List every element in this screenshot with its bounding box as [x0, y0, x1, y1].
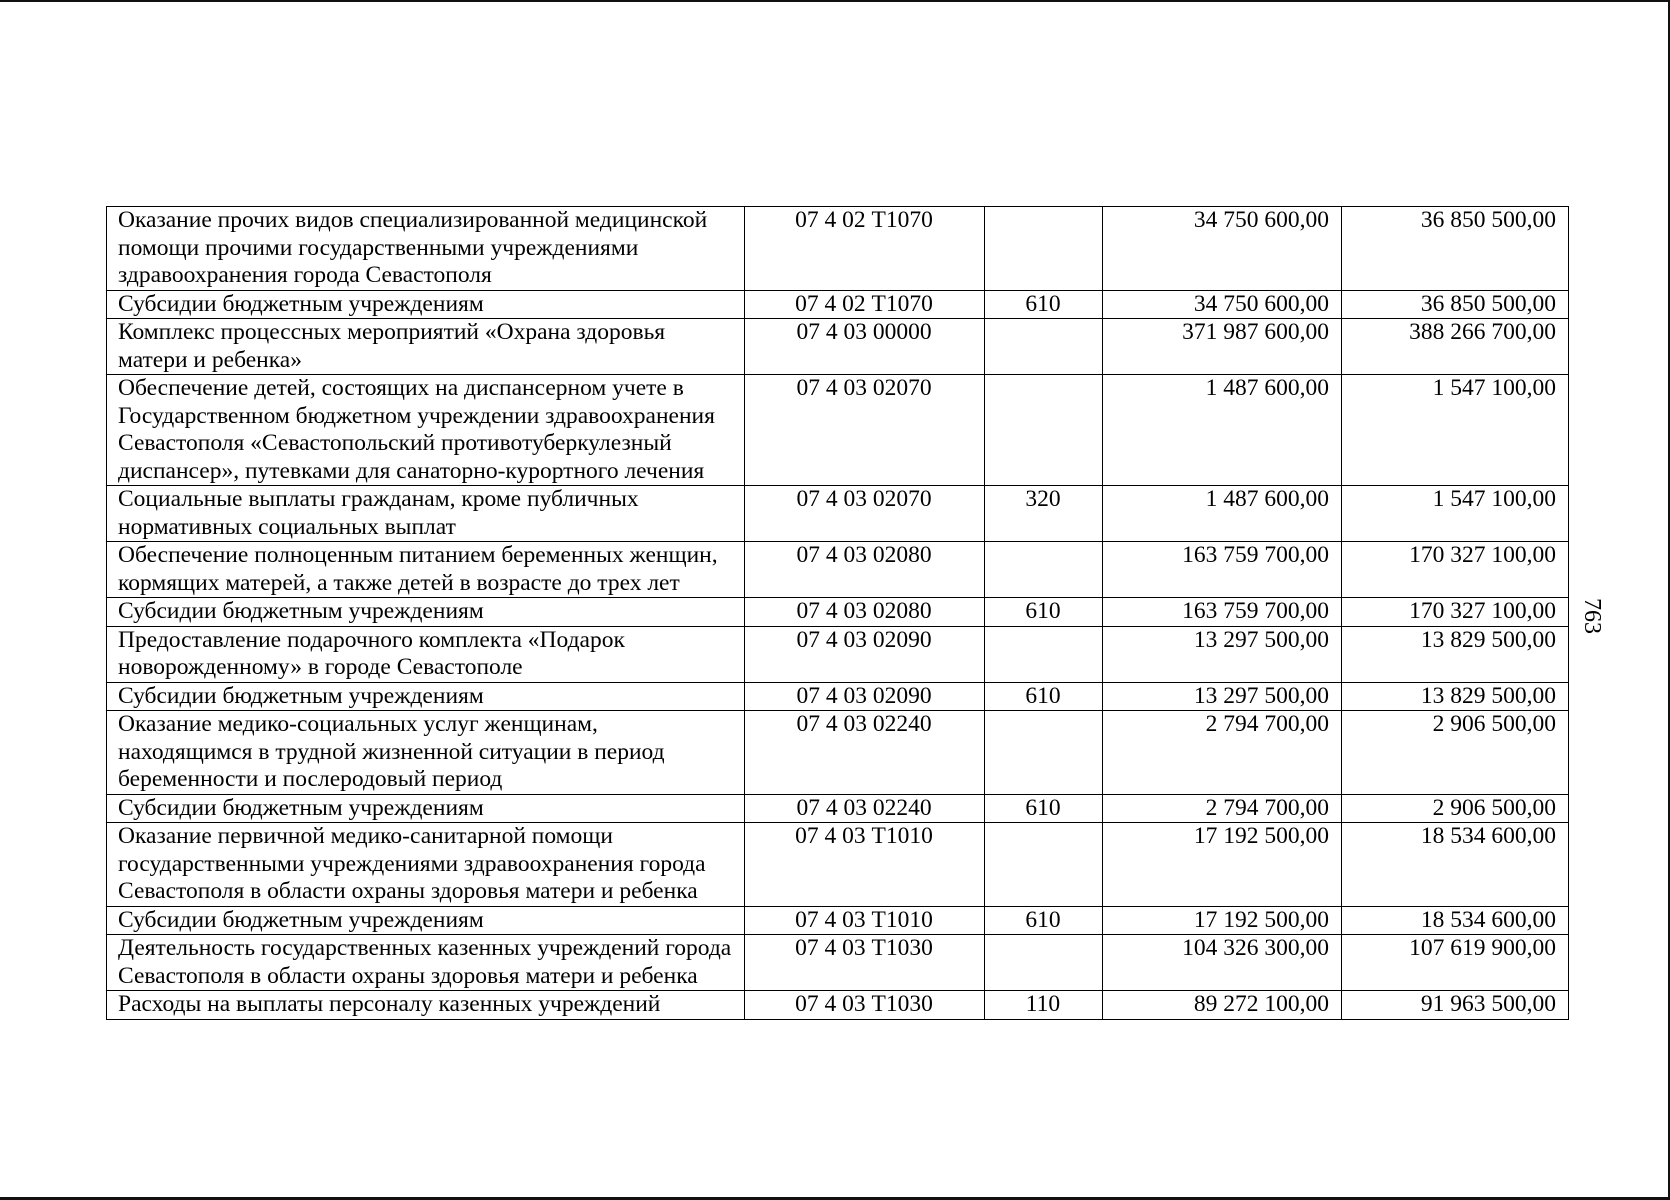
budget-table — [106, 206, 1569, 1020]
expense-name: Расходы на выплаты персоналу казенных учреждений — [107, 991, 745, 1020]
expense-kind-code — [985, 823, 1103, 907]
expense-kind-code: 610 — [985, 906, 1103, 935]
amount-year-2: 107 619 900,00 — [1342, 935, 1569, 991]
amount-year-1: 34 750 600,00 — [1103, 207, 1342, 291]
target-article-code: 07 4 02 Т1070 — [745, 207, 985, 291]
amount-year-2: 36 850 500,00 — [1342, 290, 1569, 319]
target-article-code: 07 4 03 02240 — [745, 794, 985, 823]
target-article-code: 07 4 03 02080 — [745, 598, 985, 627]
expense-name: Обеспечение детей, состоящих на диспансерном учете в Государственном бюджетном учреждении здравоохранения Севастополя «Севастопольский противотуберкулезный диспансер», путевками для санаторно-курортного лечения — [107, 375, 745, 486]
target-article-code: 07 4 03 02090 — [745, 682, 985, 711]
amount-year-2: 2 906 500,00 — [1342, 711, 1569, 795]
expense-kind-code — [985, 626, 1103, 682]
budget-table-body — [107, 207, 1569, 1020]
target-article-code: 07 4 03 00000 — [745, 319, 985, 375]
amount-year-1: 1 487 600,00 — [1103, 486, 1342, 542]
table-row — [107, 711, 1569, 795]
amount-year-1: 17 192 500,00 — [1103, 906, 1342, 935]
table-row — [107, 682, 1569, 711]
expense-kind-code: 610 — [985, 794, 1103, 823]
expense-name: Комплекс процессных мероприятий «Охрана здоровья матери и ребенка» — [107, 319, 745, 375]
amount-year-2: 388 266 700,00 — [1342, 319, 1569, 375]
target-article-code: 07 4 03 02240 — [745, 711, 985, 795]
amount-year-2: 13 829 500,00 — [1342, 682, 1569, 711]
table-row — [107, 486, 1569, 542]
expense-kind-code — [985, 319, 1103, 375]
amount-year-2: 2 906 500,00 — [1342, 794, 1569, 823]
table-row — [107, 598, 1569, 627]
table-row — [107, 626, 1569, 682]
expense-kind-code: 610 — [985, 682, 1103, 711]
target-article-code: 07 4 03 02070 — [745, 486, 985, 542]
expense-name: Оказание прочих видов специализированной медицинской помощи прочими государственными учреждениями здравоохранения города Севастополя — [107, 207, 745, 291]
amount-year-1: 34 750 600,00 — [1103, 290, 1342, 319]
expense-name: Предоставление подарочного комплекта «Подарок новорожденному» в городе Севастополе — [107, 626, 745, 682]
expense-kind-code — [985, 542, 1103, 598]
amount-year-2: 13 829 500,00 — [1342, 626, 1569, 682]
target-article-code: 07 4 03 02080 — [745, 542, 985, 598]
expense-name: Субсидии бюджетным учреждениям — [107, 290, 745, 319]
table-row — [107, 290, 1569, 319]
amount-year-1: 371 987 600,00 — [1103, 319, 1342, 375]
table-row — [107, 375, 1569, 486]
expense-kind-code — [985, 711, 1103, 795]
target-article-code: 07 4 03 Т1030 — [745, 935, 985, 991]
expense-name: Субсидии бюджетным учреждениям — [107, 794, 745, 823]
amount-year-1: 17 192 500,00 — [1103, 823, 1342, 907]
expense-kind-code — [985, 375, 1103, 486]
amount-year-2: 18 534 600,00 — [1342, 823, 1569, 907]
table-row — [107, 823, 1569, 907]
amount-year-1: 104 326 300,00 — [1103, 935, 1342, 991]
expense-name: Деятельность государственных казенных учреждений города Севастополя в области охраны здоровья матери и ребенка — [107, 935, 745, 991]
amount-year-2: 170 327 100,00 — [1342, 598, 1569, 627]
table-row — [107, 542, 1569, 598]
table-row — [107, 935, 1569, 991]
amount-year-2: 1 547 100,00 — [1342, 486, 1569, 542]
table-row — [107, 319, 1569, 375]
amount-year-1: 13 297 500,00 — [1103, 682, 1342, 711]
amount-year-2: 1 547 100,00 — [1342, 375, 1569, 486]
amount-year-1: 13 297 500,00 — [1103, 626, 1342, 682]
target-article-code: 07 4 03 Т1010 — [745, 906, 985, 935]
target-article-code: 07 4 03 02090 — [745, 626, 985, 682]
target-article-code: 07 4 02 Т1070 — [745, 290, 985, 319]
page-number: 763 — [1579, 598, 1605, 634]
expense-name: Обеспечение полноценным питанием беременных женщин, кормящих матерей, а также детей в возрасте до трех лет — [107, 542, 745, 598]
expense-kind-code: 110 — [985, 991, 1103, 1020]
expense-name: Оказание первичной медико-санитарной помощи государственными учреждениями здравоохранения города Севастополя в области охраны здоровья матери и ребенка — [107, 823, 745, 907]
expense-name: Субсидии бюджетным учреждениям — [107, 906, 745, 935]
table-row — [107, 906, 1569, 935]
expense-name: Субсидии бюджетным учреждениям — [107, 682, 745, 711]
table-row — [107, 794, 1569, 823]
table-row — [107, 207, 1569, 291]
target-article-code: 07 4 03 02070 — [745, 375, 985, 486]
amount-year-2: 91 963 500,00 — [1342, 991, 1569, 1020]
amount-year-1: 89 272 100,00 — [1103, 991, 1342, 1020]
amount-year-1: 2 794 700,00 — [1103, 794, 1342, 823]
table-row — [107, 991, 1569, 1020]
expense-kind-code — [985, 935, 1103, 991]
amount-year-1: 163 759 700,00 — [1103, 542, 1342, 598]
amount-year-1: 163 759 700,00 — [1103, 598, 1342, 627]
expense-name: Социальные выплаты гражданам, кроме публичных нормативных социальных выплат — [107, 486, 745, 542]
expense-name: Оказание медико-социальных услуг женщинам, находящимся в трудной жизненной ситуации в период беременности и послеродовый период — [107, 711, 745, 795]
amount-year-2: 170 327 100,00 — [1342, 542, 1569, 598]
expense-kind-code: 320 — [985, 486, 1103, 542]
amount-year-1: 1 487 600,00 — [1103, 375, 1342, 486]
target-article-code: 07 4 03 Т1030 — [745, 991, 985, 1020]
amount-year-2: 18 534 600,00 — [1342, 906, 1569, 935]
expense-kind-code — [985, 207, 1103, 291]
expense-kind-code: 610 — [985, 290, 1103, 319]
scan-edge-top — [0, 0, 1670, 2]
amount-year-2: 36 850 500,00 — [1342, 207, 1569, 291]
expense-kind-code: 610 — [985, 598, 1103, 627]
amount-year-1: 2 794 700,00 — [1103, 711, 1342, 795]
target-article-code: 07 4 03 Т1010 — [745, 823, 985, 907]
expense-name: Субсидии бюджетным учреждениям — [107, 598, 745, 627]
